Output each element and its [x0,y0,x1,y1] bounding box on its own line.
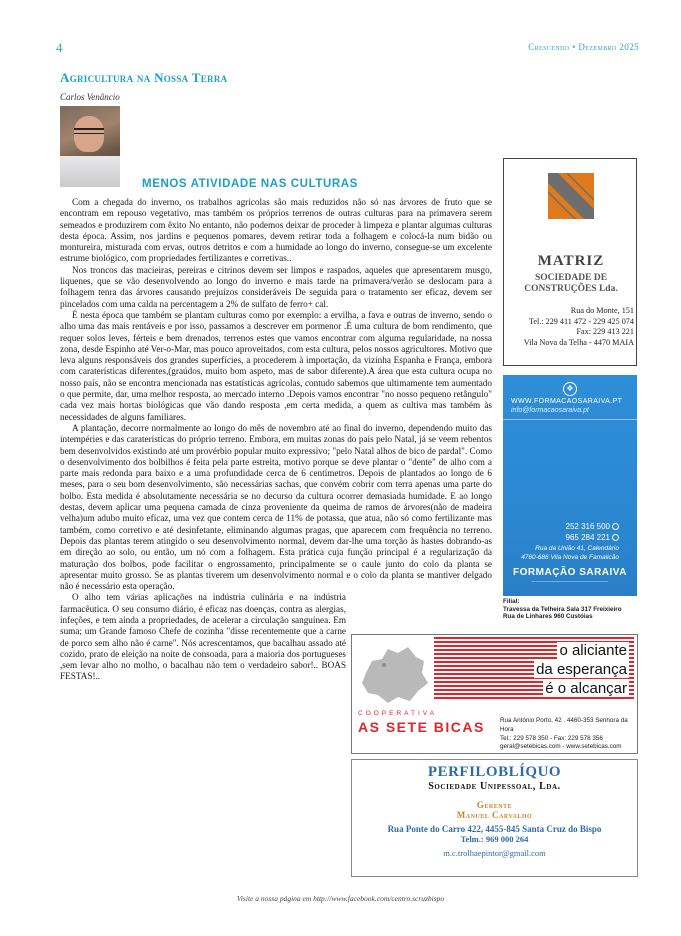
sete-bicas-ad[interactable] [351,634,638,754]
saraiva-url[interactable]: WWW.FORMACAOSARAIVA.PT [511,398,623,405]
matriz-city: Vila Nova da Telha - 4470 MAIA [523,337,634,347]
publication-header: Crescendo • Dezembro 2025 [528,42,639,52]
matriz-subtitle: SOCIEDADE DE CONSTRUÇÕES Lda. [524,273,618,294]
article-paragraph-2: Nos troncos das macieiras, pereiras e citrinos devem ser limpos e raspados, aqueles que apresentarem musgo, liquenes, que se vão desenvolvendo ao longo do inverno e mais tarde na primavera/verão se deslocam para a folhagem tenra das árvores causando prejuízos consideráveis De seguida para o tratamento ser eficaz, devem ser pincelados com uma calda na percentagem a 2% de sulfato de ferro+ cal. [60,264,492,309]
matriz-logo-icon [548,173,594,219]
saraiva-divider [503,419,637,420]
photo-glasses [74,128,104,134]
matriz-contact [510,306,634,348]
perfilobliquo-address: Rua Ponte do Carro 422, 4455-845 Santa Cruz do Bispo [387,824,602,834]
slogan-line-2: da esperança [536,661,627,678]
saraiva-address-line-1: Rua da União 41, Calendário [535,545,619,552]
article-headline: MENOS ATIVIDADE NAS CULTURAS [142,178,358,190]
saraiva-logo-icon: ❖ [563,382,577,396]
author-name: Carlos Venâncio [60,92,120,102]
page-number: 4 [56,40,63,55]
sete-bicas-web[interactable]: geral@setebicas.com - www.setebicas.com [500,743,622,751]
matriz-ad[interactable] [503,158,637,366]
perfilobliquo-subtitle: Sociedade Unipessoal, Lda. [428,781,561,792]
matriz-name: MATRIZ [537,253,605,269]
saraiva-address [521,545,619,562]
author-photo [60,106,120,187]
photo-face [74,116,104,152]
saraiva-email[interactable]: info@formacaosaraiva.pt [511,407,589,414]
perfilobliquo-person: Manuel Carvalho [456,810,533,820]
saraiva-brand-underline: ──────────────────── [531,579,609,585]
saraiva-phone-1: 252 316 500 [565,522,610,531]
filial-line-1: Travessa da Telheira Sala 317 Freixieiro [503,605,622,613]
article-body-top [60,197,492,423]
sete-bicas-tel: Tel.: 229 578 350 - Fax: 229 578 356 [500,734,603,742]
formacao-saraiva-ad[interactable] [503,375,637,596]
perfilobliquo-role: Gerente [476,800,513,810]
saraiva-phones [566,521,620,543]
slogan-line-3: é o alcançar [545,680,627,697]
filial-line-2: Rua de Linhares 960 Custóias [503,613,593,620]
perfilobliquo-tel: Telm.: 969 000 264 [460,834,529,844]
sete-bicas-address: Rua António Porto, 42 . 4460-353 Senhora da Hora [500,717,628,733]
perfilobliquo-email[interactable]: m.c.trolhaepintor@gmail.com [443,848,546,858]
saraiva-filial [503,598,622,621]
article-paragraph-3: É nesta época que também se plantam culturas como por exemplo: a ervilha, a fava e outras de inverno, sendo o alho uma das mais rentáveis e por isso, passamos a descrever em pormenor .É uma cultura de bom rendimento, que requer solos leves, férteis e bem drenados, terrenos estes que vamos encontrar com alguma regularidade, na nossa zona, desde Espinho até Ver-o-Mar, mas pouco aproveitados, com esta cultura, pelos nossos agricultores. Motivo que leva alguns responsáveis dos grandes superfícies, a procederem à importação, da vizinha Espanha e França, embora com caraterísticas diferentes,(graúdos, muito bom aspeto, mas de sabor diferente).A área que esta cultura ocupa no nosso país, não se encontra mencionada nas estatísticas agrícolas, contudo sabemos que ultimamente tem aumentado o que permite, dar, uma melhor resposta, ao mercado interno .Depois vamos encontrar "no nosso pequeno retângulo" cada vez mais hortas biológicas que vão dando resposta ,em certa medida, a quem as cultiva mas também às necessidades de alguns familiares. [60,309,492,422]
footer-text[interactable]: Visite a nossa página em http://www.facebook.com/centro.scruzbispo [236,894,445,903]
filial-label: Filial: [503,598,520,605]
matriz-fax: Fax: 229 413 221 [576,327,634,336]
article-paragraph-5: O alho tem várias aplicações na indústria culinária e na indústria farmacêutica. O seu consumo diário, é eficaz nas doenças, contra as alergias, infeções, e tem ainda a propriedades, de acelerar a circulação sanguínea. Em suma; um Grande famoso Chefe de cozinha "disse recentemente que a carne de porco sem alho não é carne". Nós acrescentamos, que bacalhau assado até cozido, prato de eleição na noite de consoada, para a maioria dos portugueses ,sem levar alho no molho, o bacalhau não tem o verdadeiro sabor!.. BOAS FESTAS!.. [60,592,346,682]
sete-bicas-contact [500,717,634,752]
perfilobliquo-ad[interactable] [351,759,638,877]
mobile-icon [612,534,619,541]
sete-bicas-slogan [439,641,629,698]
phone-icon [612,523,619,530]
sete-bicas-coop: COOPERATIVA [358,710,437,717]
map-icon [358,643,430,705]
matriz-address: Rua do Monte, 151 [570,306,634,315]
saraiva-address-line-2: 4760-686 Vila Nova de Famalicão [521,553,619,561]
perfilobliquo-name: PERFILOBLÍQUO [427,764,562,780]
slogan-line-1: o aliciante [559,642,627,659]
sete-bicas-name: AS SETE BICAS [358,719,485,735]
section-title: Agricultura na Nossa Terra [60,70,228,85]
saraiva-phone-2: 965 284 221 [565,533,610,542]
article-paragraph-1: Com a chegada do inverno, os trabalhos agrícolas são mais reduzidos não só nas árvores de fruto que se encontram em repouso vegetativo, mas também os próprios terrenos de outras culturas para na primavera serem semeados e produzirem com êxito No entanto, não podemos deixar de proceder à limpeza e plantar algumas culturas desta época. Assim, nos jardins e pequenos pomares, devem retirar toda a folhagem e colocá-la num bidão ou montureira, misturada com ervas, outros detritos e com a humidade ao longo do inverno, consegue-se um excelente estrume biológico, com propriedades fertilizantes e corretivas.. [60,197,492,264]
article-paragraph-4: A plantação, decorre normalmente ao longo do mês de novembro até ao final do inverno, dependendo muito das intempéries e das caraterísticas do próprio terreno. Embora, em muitas zonas do país pelo Natal, já se veem rebentos bem desenvolvidos existindo até um provérbio popular muito expressivo; "pelo Natal alhos de bico de pardal". Como o desenvolvimento dos bolbilhos é feita pela parte estreita, motivo porque se deve plantar o "dente" de alho com a parte mais redonda para baixo e a uma profundidade cerca de 6 centímetros. Depois de plantados ao longo de 6 meses, para o seu bom desenvolvimento, são necessárias sachas, que convém cobrir com terra apenas uma parte do bolbo. Esta medida é absolutamente necessária se no decurso da cultura ocorrer demasiada humidade. E ao longo destas, devem aplicar uma pequena camada de cinza proveniente da queima de ramos de árvores(não de madeira velha)um adubo muito eficaz, uma vez que contem cerca de 11% de potassa, que atua, não só como fertilizante mas também, como corretivo e até desinfetante, eliminando algumas pragas, que aparecem com frequência no terreno. Depois das plantas terem atingido o seu desenvolvimento normal, devem dar-lhe uma torção às hastes dobrando-as em direção ao solo, ou então, um nó com a folhagem. Esta prática cuja função principal é a regularização da maturação dos bolbos, pode facilitar o engrossamento, principalmente se o caule junto do colo da planta se apresentar muito grosso. Se as plantas tiverem um desenvolvimento normal e o colo da planta se mantiver delgado não é necessário esta operação. [60,422,492,592]
saraiva-brand: FORMAÇÃO SARAIVA [513,567,627,578]
matriz-tel: Tel.: 229 411 472 - 229 425 074 [528,316,634,326]
